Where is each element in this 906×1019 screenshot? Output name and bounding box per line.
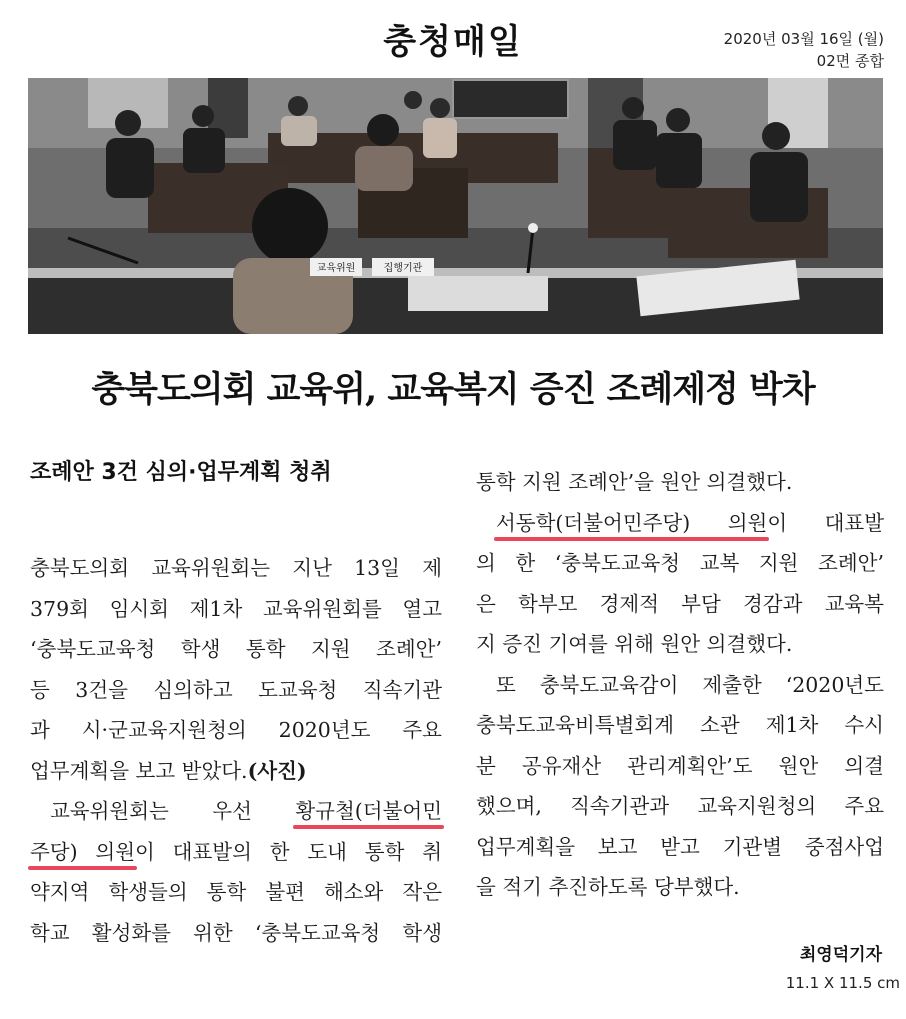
paragraph-line	[30, 751, 442, 792]
paragraph-line: 의 한 ‘충북도교육청 교복 지원 조례안’	[476, 551, 884, 575]
paragraph-line: 은 학부모 경제적 부담 경감과 교육복	[476, 591, 884, 616]
date-info	[724, 28, 884, 72]
highlighted-name: 서동학(더불어민주당) 의원	[496, 510, 768, 535]
paragraph-line	[30, 791, 442, 832]
article-column-left	[30, 548, 442, 953]
paragraph-line: ‘충북도교육청 학생 통학 지원 조례안’	[30, 637, 442, 661]
nameplate-right-text: 집행기관	[383, 263, 423, 274]
nameplate-left-text: 교육위원	[316, 263, 356, 274]
article-headline: 충북도의회 교육위, 교육복지 증진 조례제정 박차	[91, 369, 815, 410]
article-subhead: 조례안 3건 심의·업무계획 청취	[30, 460, 332, 485]
paragraph-line: 했으며, 직속기관과 교육지원청의 주요	[476, 794, 884, 818]
paragraph-line: 분 공유재산 관리계획안’도 원안 의결	[476, 753, 884, 778]
clipping-size: 11.1 X 11.5 cm	[785, 974, 900, 992]
paragraph-line: 통학 지원 조례안’을 원안 의결했다.	[476, 470, 793, 494]
photo-reference: (사진)	[247, 758, 307, 783]
paragraph-line: 과 시·군교육지원청의 2020년도 주요	[30, 718, 442, 742]
paragraph-line: 업무계획을 보고 받고 기관별 중점사업	[476, 834, 884, 859]
article-column-right	[476, 462, 884, 908]
paragraph-line: 학교 활성화를 위한 ‘충북도교육청 학생	[30, 920, 442, 945]
paragraph-text: 이 대표발의 한 도내 통학 취	[135, 839, 442, 864]
publication-date: 2020년 03월 16일 (월)	[723, 30, 884, 48]
reporter-byline: 최영덕기자	[799, 945, 882, 965]
paragraph-line: 충북도교육비특별회계 소관 제1차 수시	[476, 713, 884, 737]
page-section: 02면 종합	[816, 52, 884, 70]
paragraph-line: 지 증진 기여를 위해 원안 의결했다.	[476, 632, 793, 656]
paragraph-text: 이 대표발	[767, 510, 884, 535]
newspaper-masthead: 충청매일	[383, 22, 523, 62]
paragraph-line: 또 충북도교육감이 제출한 ‘2020년도	[496, 672, 884, 697]
paragraph-line: 충북도의회 교육위원회는 지난 13일 제	[30, 556, 442, 580]
paragraph-line: 을 적기 추진하도록 당부했다.	[476, 875, 740, 899]
paragraph-line	[476, 503, 884, 544]
meeting-photo	[28, 78, 883, 334]
paragraph-text: 업무계획을 보고 받았다.	[30, 758, 248, 783]
highlighted-name: 주당) 의원	[30, 839, 136, 864]
highlighted-name: 황규철(더불어민	[295, 799, 442, 823]
paragraph-line: 약지역 학생들의 통학 불편 해소와 작은	[30, 880, 442, 904]
paragraph-text: 교육위원회는 우선	[50, 799, 296, 823]
paragraph-line: 등 3건을 심의하고 도교육청 직속기관	[30, 677, 442, 702]
paragraph-line: 379회 임시회 제1차 교육위원회를 열고	[30, 596, 442, 621]
paragraph-line	[30, 832, 442, 873]
